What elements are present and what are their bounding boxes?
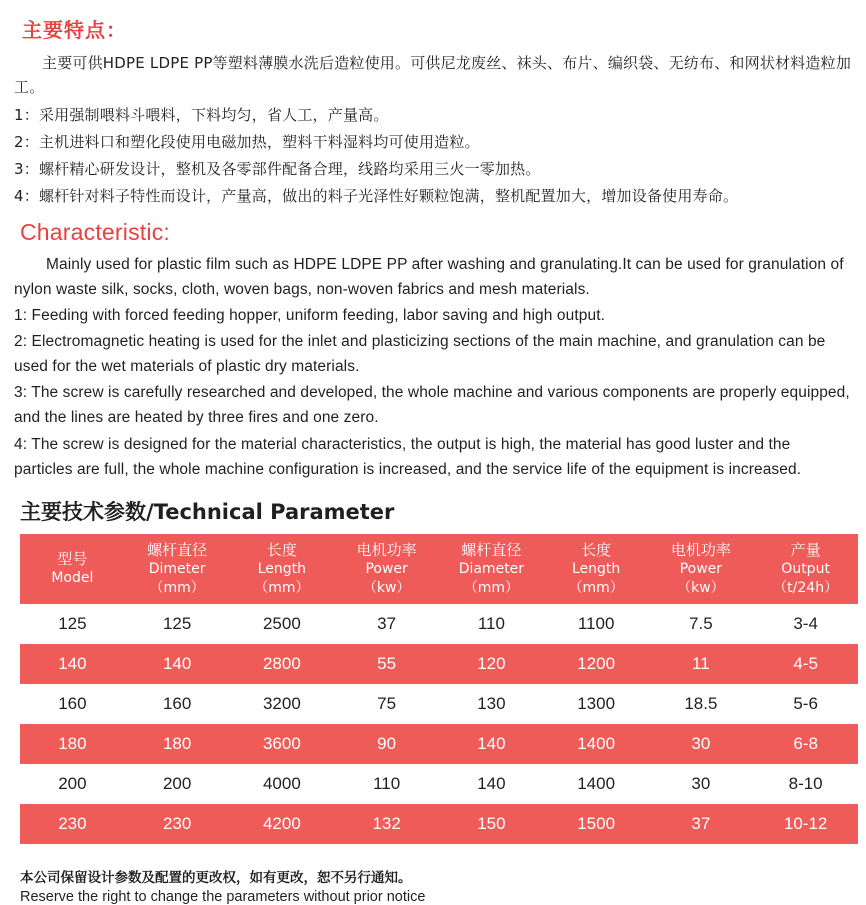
cell-power-1: 90: [334, 724, 439, 764]
features-en-section: [14, 219, 852, 482]
table-row: [20, 804, 858, 844]
table-header: [20, 534, 858, 605]
features-en-paragraph-2: 2: Electromagnetic heating is used for the inlet and plasticizing sections of the main machine, and granulation can be used for the wet materials of plastic dry materials.: [14, 333, 826, 376]
cell-length-2: 1300: [544, 684, 649, 724]
footer-disclaimer-en: Reserve the right to change the parameters without prior notice: [20, 889, 426, 905]
cell-screw-diameter: 140: [439, 724, 544, 764]
table-row: [20, 604, 858, 644]
header-en-1: Dimeter: [148, 560, 206, 577]
header-cn-3: 电机功率: [356, 540, 417, 559]
cell-screw-diameter: 120: [439, 644, 544, 684]
table-header-cell-screw-diameter: [439, 534, 544, 605]
cell-model: 160: [20, 684, 125, 724]
cell-model: 200: [20, 764, 125, 804]
cell-output: 3-4: [753, 604, 858, 644]
header-unit-4: （mm）: [463, 579, 520, 596]
table-row: [20, 684, 858, 724]
cell-power-2: 30: [649, 764, 754, 804]
cell-length-2: 1500: [544, 804, 649, 844]
features-cn-title: 主要特点：: [22, 18, 127, 42]
features-cn-line-4: 4：螺杆针对料子特性而设计，产量高，做出的料子光泽性好颗粒饱满，整机配置加大，增加设备使用寿命。: [14, 187, 739, 206]
table-header-cell-model: [20, 534, 125, 605]
table-row: [20, 644, 858, 684]
cell-power-2: 37: [649, 804, 754, 844]
features-cn-line-1: 1：采用强制喂料斗喂料，下料均匀，省人工，产量高。: [14, 105, 389, 124]
header-unit-2: （mm）: [254, 579, 310, 596]
features-en-paragraph-4: 4: The screw is designed for the material characteristics, the output is high, the material has good luster and the particles are full, the whole machine configuration is increased, and the service life of the equipment is increased.: [14, 435, 802, 478]
features-cn-section: [14, 14, 852, 209]
table-row: [20, 724, 858, 764]
header-cn-4: 螺杆直径: [461, 540, 522, 559]
cell-power-2: 30: [649, 724, 754, 764]
cell-output: 4-5: [753, 644, 858, 684]
cell-length-2: 1200: [544, 644, 649, 684]
footer-disclaimer: [20, 866, 852, 905]
cell-length-2: 1400: [544, 764, 649, 804]
header-cn-6: 电机功率: [670, 540, 731, 559]
table-header-cell-length-2: [544, 534, 649, 605]
header-unit-5: （mm）: [568, 579, 624, 596]
cell-power-1: 55: [334, 644, 439, 684]
cell-length-1: 2500: [230, 604, 335, 644]
header-unit-3: （kw）: [362, 579, 411, 596]
cell-model: 180: [20, 724, 125, 764]
cell-screw-dimeter: 140: [125, 644, 230, 684]
cell-screw-diameter: 150: [439, 804, 544, 844]
table-header-cell-output: [753, 534, 858, 605]
header-cn-2: 长度: [266, 540, 297, 559]
header-cn-0: 型号: [57, 550, 88, 569]
header-en-6: Power: [679, 560, 723, 577]
cell-length-1: 2800: [230, 644, 335, 684]
cell-power-1: 110: [334, 764, 439, 804]
cell-model: 140: [20, 644, 125, 684]
header-cn-7: 产量: [790, 540, 821, 559]
features-en-title: Characteristic:: [20, 218, 170, 245]
cell-screw-dimeter: 125: [125, 604, 230, 644]
cell-power-2: 11: [649, 644, 754, 684]
cell-output: 5-6: [753, 684, 858, 724]
header-cn-1: 螺杆直径: [147, 540, 208, 559]
cell-screw-dimeter: 160: [125, 684, 230, 724]
features-en-paragraph-0: Mainly used for plastic film such as HDPE LDPE PP after washing and granulating.It can be used for granulation of nylon waste silk, socks, cloth, woven bags, non-woven fabrics and mesh materials.: [14, 255, 844, 298]
cell-model: 125: [20, 604, 125, 644]
header-unit-1: （mm）: [149, 579, 205, 596]
table-body: [20, 604, 858, 844]
cell-screw-dimeter: 200: [125, 764, 230, 804]
cell-power-2: 18.5: [649, 684, 754, 724]
header-unit-6: （kw）: [677, 579, 725, 596]
table-title: 主要技术参数/Technical Parameter: [20, 499, 395, 524]
header-en-4: Diameter: [458, 560, 525, 577]
cell-length-1: 4000: [230, 764, 335, 804]
cell-length-2: 1100: [544, 604, 649, 644]
cell-length-1: 3200: [230, 684, 335, 724]
cell-screw-diameter: 140: [439, 764, 544, 804]
cell-screw-diameter: 130: [439, 684, 544, 724]
cell-screw-dimeter: 230: [125, 804, 230, 844]
header-en-7: Output: [781, 560, 830, 577]
cell-power-1: 37: [334, 604, 439, 644]
header-unit-7: （t/24h）: [773, 579, 839, 596]
cell-length-1: 3600: [230, 724, 335, 764]
header-en-0: Model: [51, 570, 94, 587]
features-en-paragraph-1: 1: Feeding with forced feeding hopper, uniform feeding, labor saving and high output.: [14, 307, 606, 324]
cell-power-1: 75: [334, 684, 439, 724]
table-header-row: [20, 534, 858, 605]
table-header-cell-power-2: [649, 534, 754, 605]
features-en-paragraph-3: 3: The screw is carefully researched and developed, the whole machine and various components are properly equipped, and the lines are heated by three fires and one zero.: [14, 384, 850, 427]
header-cn-5: 长度: [581, 540, 612, 559]
features-cn-line-3: 3：螺杆精心研发设计，整机及各零部件配备合理，线路均采用三火一零加热。: [14, 160, 541, 179]
features-cn-line-2: 2：主机进料口和塑化段使用电磁加热，塑料干料湿料均可使用造粒。: [14, 132, 480, 151]
cell-length-2: 1400: [544, 724, 649, 764]
table-header-cell-length-1: [230, 534, 335, 605]
table-row: [20, 764, 858, 804]
technical-parameter-table: [20, 534, 858, 845]
cell-output: 10-12: [753, 804, 858, 844]
cell-output: 6-8: [753, 724, 858, 764]
cell-power-1: 132: [334, 804, 439, 844]
cell-length-1: 4200: [230, 804, 335, 844]
cell-power-2: 7.5: [649, 604, 754, 644]
cell-screw-dimeter: 180: [125, 724, 230, 764]
cell-output: 8-10: [753, 764, 858, 804]
features-cn-line-0: 主要可供HDPE LDPE PP等塑料薄膜水洗后造粒使用。可供尼龙废丝、袜头、布片、编织袋、无纺布、和网状材料造粒加工。: [14, 54, 852, 97]
cell-screw-diameter: 110: [439, 604, 544, 644]
footer-disclaimer-cn: 本公司保留设计参数及配置的更改权，如有更改，恕不另行通知。: [20, 870, 412, 887]
header-en-2: Length: [257, 560, 307, 577]
table-header-cell-power-1: [334, 534, 439, 605]
cell-model: 230: [20, 804, 125, 844]
header-en-3: Power: [365, 560, 408, 577]
table-header-cell-screw-dimeter: [125, 534, 230, 605]
header-en-5: Length: [571, 560, 621, 577]
